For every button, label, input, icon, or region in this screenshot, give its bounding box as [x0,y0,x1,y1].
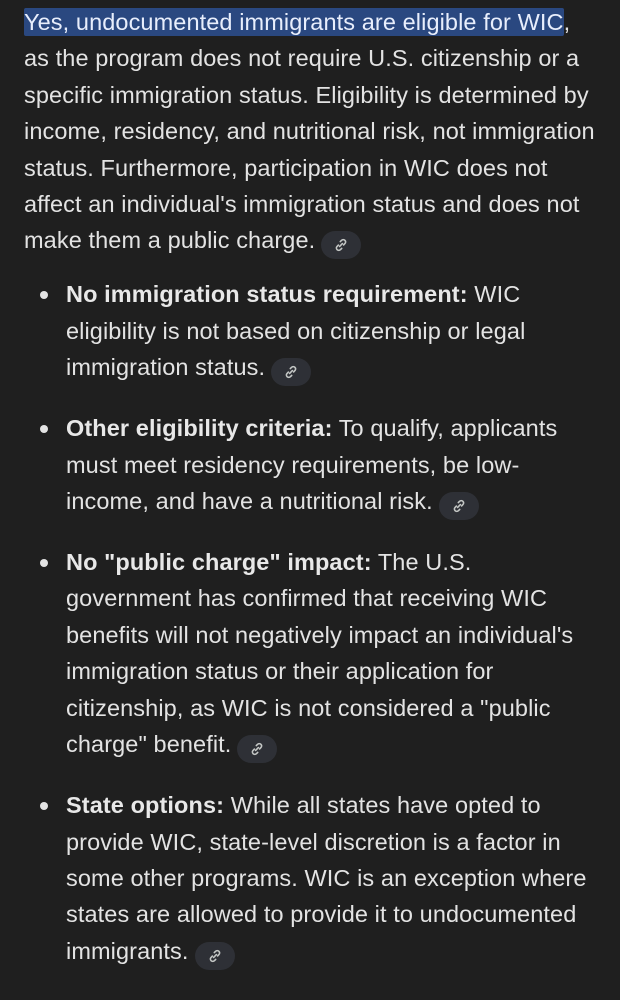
detail-list [24,276,600,969]
item-text: While all states have opted to provide WIC, state-level discretion is a factor in some other programs. WIC is an exception where states are allowed to provide it to undocumented immigrants. [66,792,587,964]
item-text: WIC eligibility is not based on citizenship or legal immigration status. [66,281,526,381]
link-icon [451,498,467,514]
bullet-dot [40,291,48,299]
highlighted-text[interactable]: Yes, undocumented immigrants are eligible for WIC [24,9,564,35]
item-term: Other eligibility criteria: [66,415,333,442]
bullet-dot [40,802,48,810]
source-link-button[interactable] [195,942,235,970]
bullet-dot [40,425,48,433]
item-term: No immigration status requirement: [66,281,468,308]
bullet-dot [40,559,48,567]
source-link-button[interactable] [439,492,479,520]
intro-text: , as the program does not require U.S. citizenship or a specific immigration status. Eligibility is determined by income, residency, and nutritional risk, not immigration status. Furthermore, participation in WIC does not affect an individual's immigration status and does not make them a public charge. [24,9,595,254]
item-term: State options: [66,792,225,819]
list-item [24,544,600,763]
answer-content [24,4,600,994]
item-text: To qualify, applicants must meet residency requirements, be low-income, and have a nutritional risk. [66,415,558,515]
intro-paragraph [24,4,600,259]
list-item [24,276,600,386]
source-link-button[interactable] [271,358,311,386]
link-icon [207,948,223,964]
link-icon [283,364,299,380]
link-icon [249,741,265,757]
source-link-button[interactable] [321,231,361,259]
link-icon [333,237,349,253]
source-link-button[interactable] [237,735,277,763]
item-text: The U.S. government has confirmed that receiving WIC benefits will not negatively impact an individual's immigration status or their application for citizenship, as WIC is not considered a "public charge" benefit. [66,549,574,758]
list-item [24,787,600,970]
item-term: No "public charge" impact: [66,549,372,576]
list-item [24,410,600,520]
